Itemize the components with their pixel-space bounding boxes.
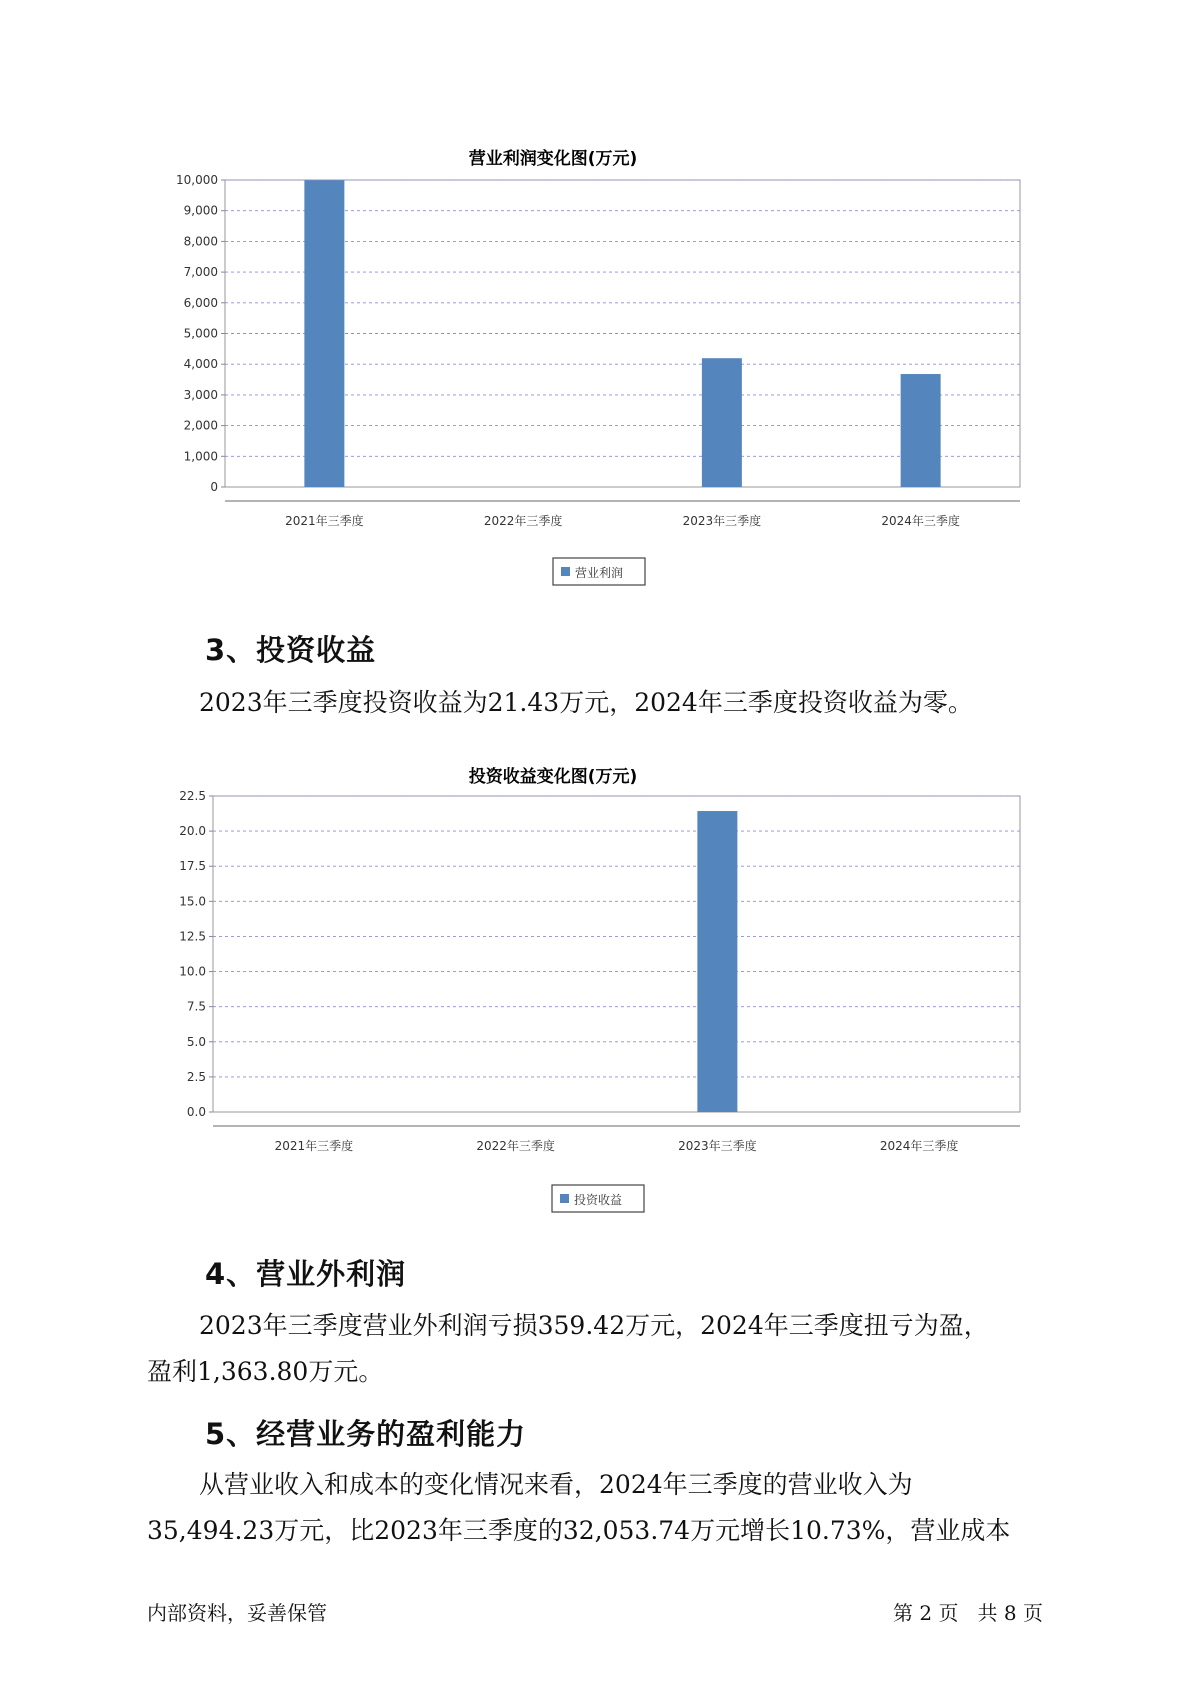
x-tick-label: 2021年三季度 bbox=[285, 514, 364, 528]
plot-area bbox=[213, 796, 1020, 1112]
x-tick-label: 2022年三季度 bbox=[483, 514, 563, 528]
bar-2024年三季度 bbox=[901, 374, 941, 487]
x-tick-label: 2023年三季度 bbox=[682, 514, 762, 528]
paragraph-line-2: 35,494.23万元，比2023年三季度的32,053.74万元增长10.73%，营业成本 bbox=[147, 1516, 1011, 1545]
y-tick-label: 5,000 bbox=[183, 326, 218, 341]
chart-title: 投资收益变化图(万元) bbox=[468, 767, 638, 787]
legend-label: 投资收益 bbox=[574, 1193, 623, 1207]
bar-2023年三季度 bbox=[702, 358, 742, 487]
paragraph-line-2: 盈利1,363.80万元。 bbox=[147, 1357, 384, 1386]
x-tick-label: 2023年三季度 bbox=[678, 1139, 757, 1153]
non-operating-profit-paragraph bbox=[147, 1303, 1052, 1395]
y-tick-label: 6,000 bbox=[183, 295, 218, 310]
y-tick-label: 4,000 bbox=[183, 357, 218, 372]
y-tick-label: 12.5 bbox=[179, 929, 206, 944]
y-tick-label: 22.5 bbox=[179, 789, 206, 803]
x-tick-label: 2024年三季度 bbox=[879, 1139, 959, 1153]
section-heading-investment-income: 3、投资收益 bbox=[205, 633, 377, 667]
y-tick-label: 15.0 bbox=[179, 894, 206, 909]
section-heading-non-operating-profit: 4、营业外利润 bbox=[205, 1257, 407, 1291]
paragraph-line-1: 从营业收入和成本的变化情况来看，2024年三季度的营业收入为 bbox=[199, 1470, 913, 1499]
profitability-paragraph bbox=[147, 1462, 1052, 1554]
investment-income-chart bbox=[150, 748, 1050, 1218]
y-tick-label: 17.5 bbox=[179, 859, 206, 874]
legend-label: 营业利润 bbox=[575, 566, 624, 580]
legend bbox=[552, 1185, 644, 1212]
y-tick-label: 10.0 bbox=[179, 964, 206, 979]
x-tick-label: 2022年三季度 bbox=[476, 1139, 555, 1153]
y-tick-label: 9,000 bbox=[183, 203, 218, 218]
operating-profit-chart-svg bbox=[150, 130, 1050, 600]
y-tick-label: 0 bbox=[210, 480, 218, 494]
y-tick-label: 0.0 bbox=[186, 1105, 206, 1119]
paragraph-text: 2023年三季度投资收益为21.43万元，2024年三季度投资收益为零。 bbox=[199, 688, 973, 717]
chart-title: 营业利润变化图(万元) bbox=[468, 149, 638, 169]
y-tick-label: 1,000 bbox=[183, 449, 218, 464]
investment-income-paragraph bbox=[147, 680, 1052, 726]
y-tick-label: 7,000 bbox=[183, 265, 218, 280]
y-tick-label: 8,000 bbox=[183, 234, 218, 249]
y-tick-label: 20.0 bbox=[179, 824, 206, 839]
bar-2021年三季度 bbox=[304, 180, 344, 487]
y-tick-label: 10,000 bbox=[176, 173, 218, 187]
investment-income-chart-svg bbox=[150, 748, 1050, 1218]
y-tick-label: 5.0 bbox=[186, 1034, 206, 1049]
y-tick-label: 7.5 bbox=[186, 999, 206, 1014]
section-heading-profitability: 5、经营业务的盈利能力 bbox=[205, 1417, 527, 1451]
legend-swatch bbox=[561, 567, 570, 576]
bar-2023年三季度 bbox=[697, 811, 737, 1112]
y-tick-label: 2.5 bbox=[186, 1069, 206, 1084]
footer-left: 内部资料，妥善保管 bbox=[147, 1601, 327, 1625]
y-tick-label: 2,000 bbox=[183, 418, 218, 433]
y-tick-label: 3,000 bbox=[183, 387, 218, 402]
footer-page-number: 第 2 页 共 8 页 bbox=[893, 1601, 1043, 1625]
legend-swatch bbox=[560, 1194, 569, 1203]
x-tick-label: 2021年三季度 bbox=[274, 1139, 354, 1153]
operating-profit-chart bbox=[150, 130, 1050, 600]
legend bbox=[553, 558, 645, 585]
paragraph-line-1: 2023年三季度营业外利润亏损359.42万元，2024年三季度扭亏为盈， bbox=[199, 1311, 989, 1340]
x-tick-label: 2024年三季度 bbox=[881, 514, 960, 528]
